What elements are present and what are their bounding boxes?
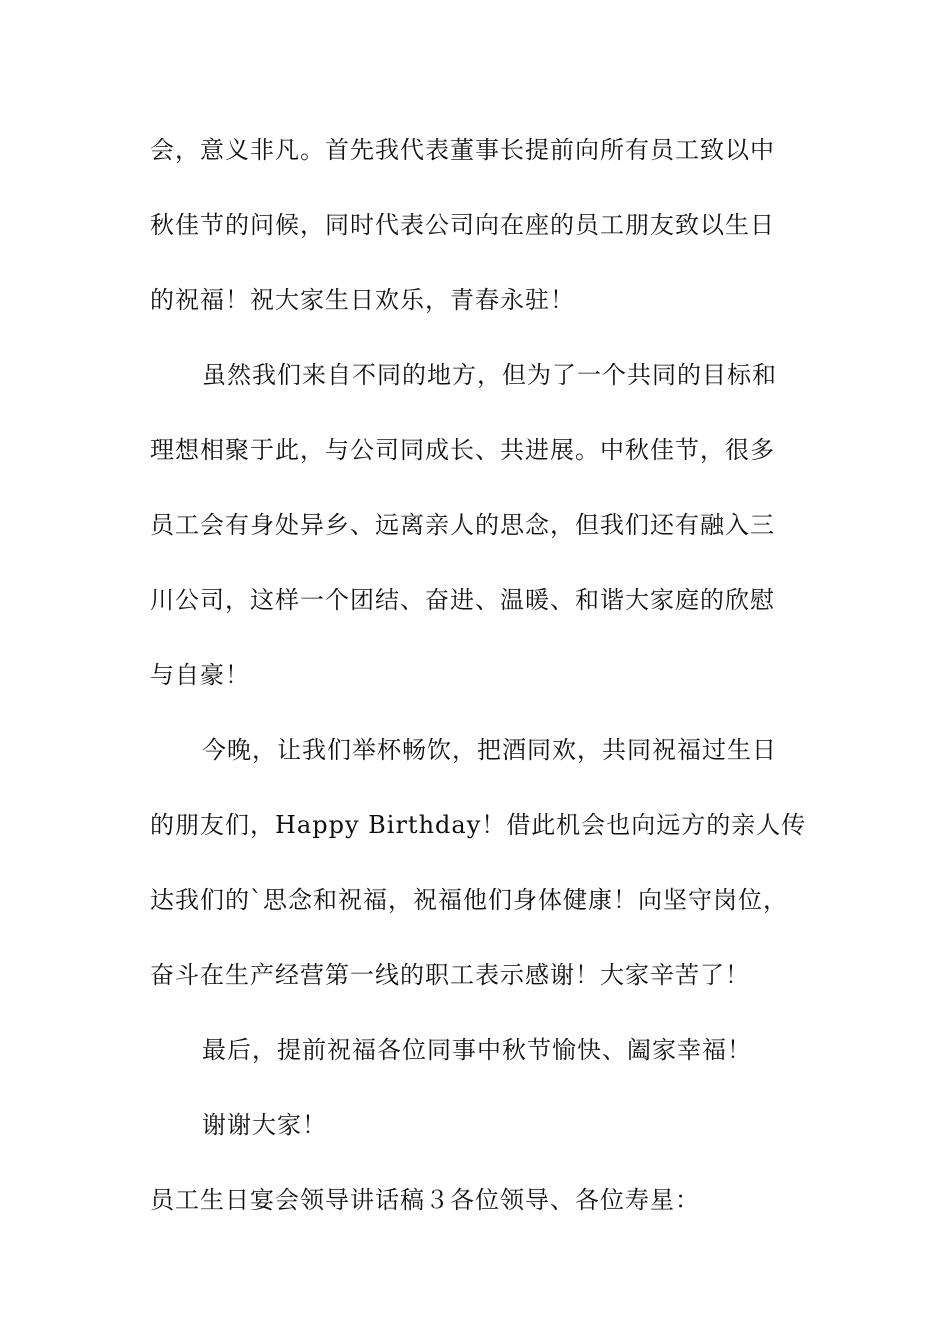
paragraph-line: 谢谢大家！ [202, 1111, 327, 1139]
paragraph-line: 会，意义非凡。首先我代表董事长提前向所有员工致以中 [150, 136, 775, 164]
paragraph-line: 奋斗在生产经营第一线的职工表示感谢！大家辛苦了！ [150, 961, 750, 989]
paragraph-line: 今晚，让我们举杯畅饮，把酒同欢，共同祝福过生日 [202, 736, 777, 764]
paragraph-line: 的朋友们，Happy Birthday！借此机会也向远方的亲人传 [150, 811, 807, 839]
paragraph-line: 虽然我们来自不同的地方，但为了一个共同的目标和 [202, 361, 777, 389]
paragraph-line: 的祝福！祝大家生日欢乐，青春永驻！ [150, 286, 575, 314]
paragraph-line: 员工会有身处异乡、远离亲人的思念，但我们还有融入三 [150, 511, 775, 539]
paragraph-line: 与自豪！ [150, 661, 250, 689]
heading-line: 员工生日宴会领导讲话稿３各位领导、各位寿星： [150, 1186, 700, 1214]
paragraph-line: 最后，提前祝福各位同事中秋节愉快、阖家幸福！ [202, 1036, 752, 1064]
paragraph-line: 理想相聚于此，与公司同成长、共进展。中秋佳节，很多 [150, 436, 775, 464]
paragraph-line: 达我们的`思念和祝福，祝福他们身体健康！向坚守岗位， [150, 886, 788, 914]
paragraph-line: 川公司，这样一个团结、奋进、温暖、和谐大家庭的欣慰 [150, 586, 775, 614]
paragraph-line: 秋佳节的问候，同时代表公司向在座的员工朋友致以生日 [150, 211, 775, 239]
